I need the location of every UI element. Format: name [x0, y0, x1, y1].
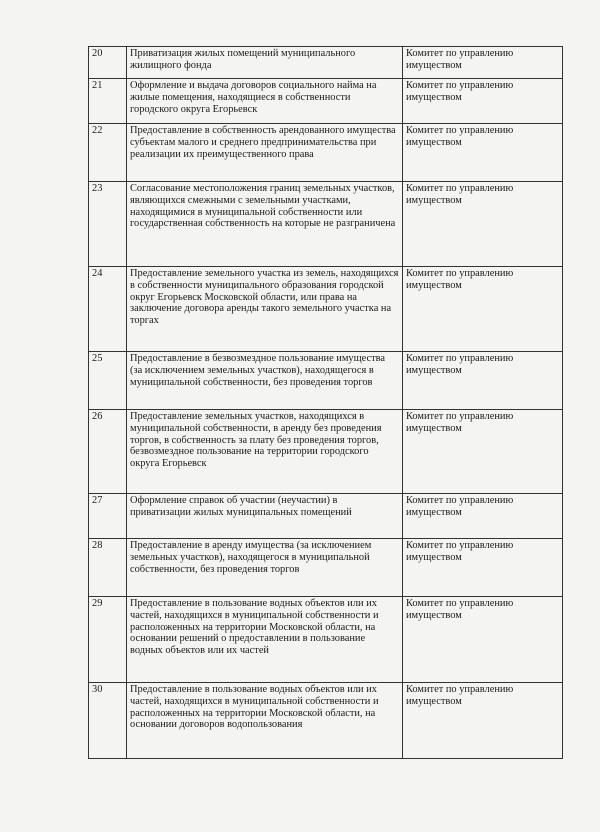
- row-number: 30: [89, 683, 127, 759]
- row-number: 23: [89, 182, 127, 267]
- responsible-body: Комитет по управлению имуществом: [403, 79, 563, 124]
- service-name: Предоставление в аренду имущества (за исключением земельных участков), находящегося в муниципальной собственности, без проведения торгов: [127, 539, 403, 597]
- table-row: [89, 79, 563, 124]
- responsible-body: Комитет по управлению имуществом: [403, 539, 563, 597]
- responsible-body: Комитет по управлению имуществом: [403, 352, 563, 410]
- responsible-body: Комитет по управлению имуществом: [403, 597, 563, 683]
- row-number: 27: [89, 494, 127, 539]
- service-name: Приватизация жилых помещений муниципального жилищного фонда: [127, 47, 403, 79]
- row-number: 20: [89, 47, 127, 79]
- service-name: Предоставление земельного участка из земель, находящихся в собственности муниципального образования городской округ Егорьевск Московской области, или права на заключение договора аренды такого земельного участка на торгах: [127, 267, 403, 352]
- service-name: Согласование местоположения границ земельных участков, являющихся смежными с земельными участками, находящимися в муниципальной собственности или государственная собственность на которые не разграничена: [127, 182, 403, 267]
- row-number: 26: [89, 410, 127, 494]
- service-name: Предоставление земельных участков, находящихся в муниципальной собственности, в аренду без проведения торгов, в собственность за плату без проведения торгов, безвозмездное пользование на территории городского округа Егорьевск: [127, 410, 403, 494]
- responsible-body: Комитет по управлению имуществом: [403, 494, 563, 539]
- row-number: 22: [89, 124, 127, 182]
- service-name: Предоставление в пользование водных объектов или их частей, находящихся в муниципальной собственности и расположенных на территории Московской области, на основании договоров водопользования: [127, 683, 403, 759]
- table-row: [89, 182, 563, 267]
- row-number: 25: [89, 352, 127, 410]
- service-name: Предоставление в собственность арендованного имущества субъектам малого и среднего предпринимательства при реализации их преимущественного права: [127, 124, 403, 182]
- table-row: [89, 539, 563, 597]
- table-row: [89, 267, 563, 352]
- responsible-body: Комитет по управлению имуществом: [403, 410, 563, 494]
- service-name: Предоставление в пользование водных объектов или их частей, находящихся в муниципальной собственности и расположенных на территории Московской области, на основании решений о предоставлении в пользование водных объектов или их частей: [127, 597, 403, 683]
- responsible-body: Комитет по управлению имуществом: [403, 124, 563, 182]
- table-row: [89, 124, 563, 182]
- table-row: [89, 597, 563, 683]
- table-row: [89, 410, 563, 494]
- service-name: Оформление справок об участии (неучастии) в приватизации жилых муниципальных помещений: [127, 494, 403, 539]
- responsible-body: Комитет по управлению имуществом: [403, 683, 563, 759]
- row-number: 24: [89, 267, 127, 352]
- row-number: 29: [89, 597, 127, 683]
- table-row: [89, 352, 563, 410]
- responsible-body: Комитет по управлению имуществом: [403, 47, 563, 79]
- services-table: [88, 46, 563, 759]
- row-number: 28: [89, 539, 127, 597]
- responsible-body: Комитет по управлению имуществом: [403, 182, 563, 267]
- table-row: [89, 47, 563, 79]
- service-name: Предоставление в безвозмездное пользование имущества (за исключением земельных участков), находящегося в муниципальной собственности, без проведения торгов: [127, 352, 403, 410]
- responsible-body: Комитет по управлению имуществом: [403, 267, 563, 352]
- table-row: [89, 494, 563, 539]
- table-row: [89, 683, 563, 759]
- row-number: 21: [89, 79, 127, 124]
- service-name: Оформление и выдача договоров социального найма на жилые помещения, находящиеся в собственности городского округа Егорьевск: [127, 79, 403, 124]
